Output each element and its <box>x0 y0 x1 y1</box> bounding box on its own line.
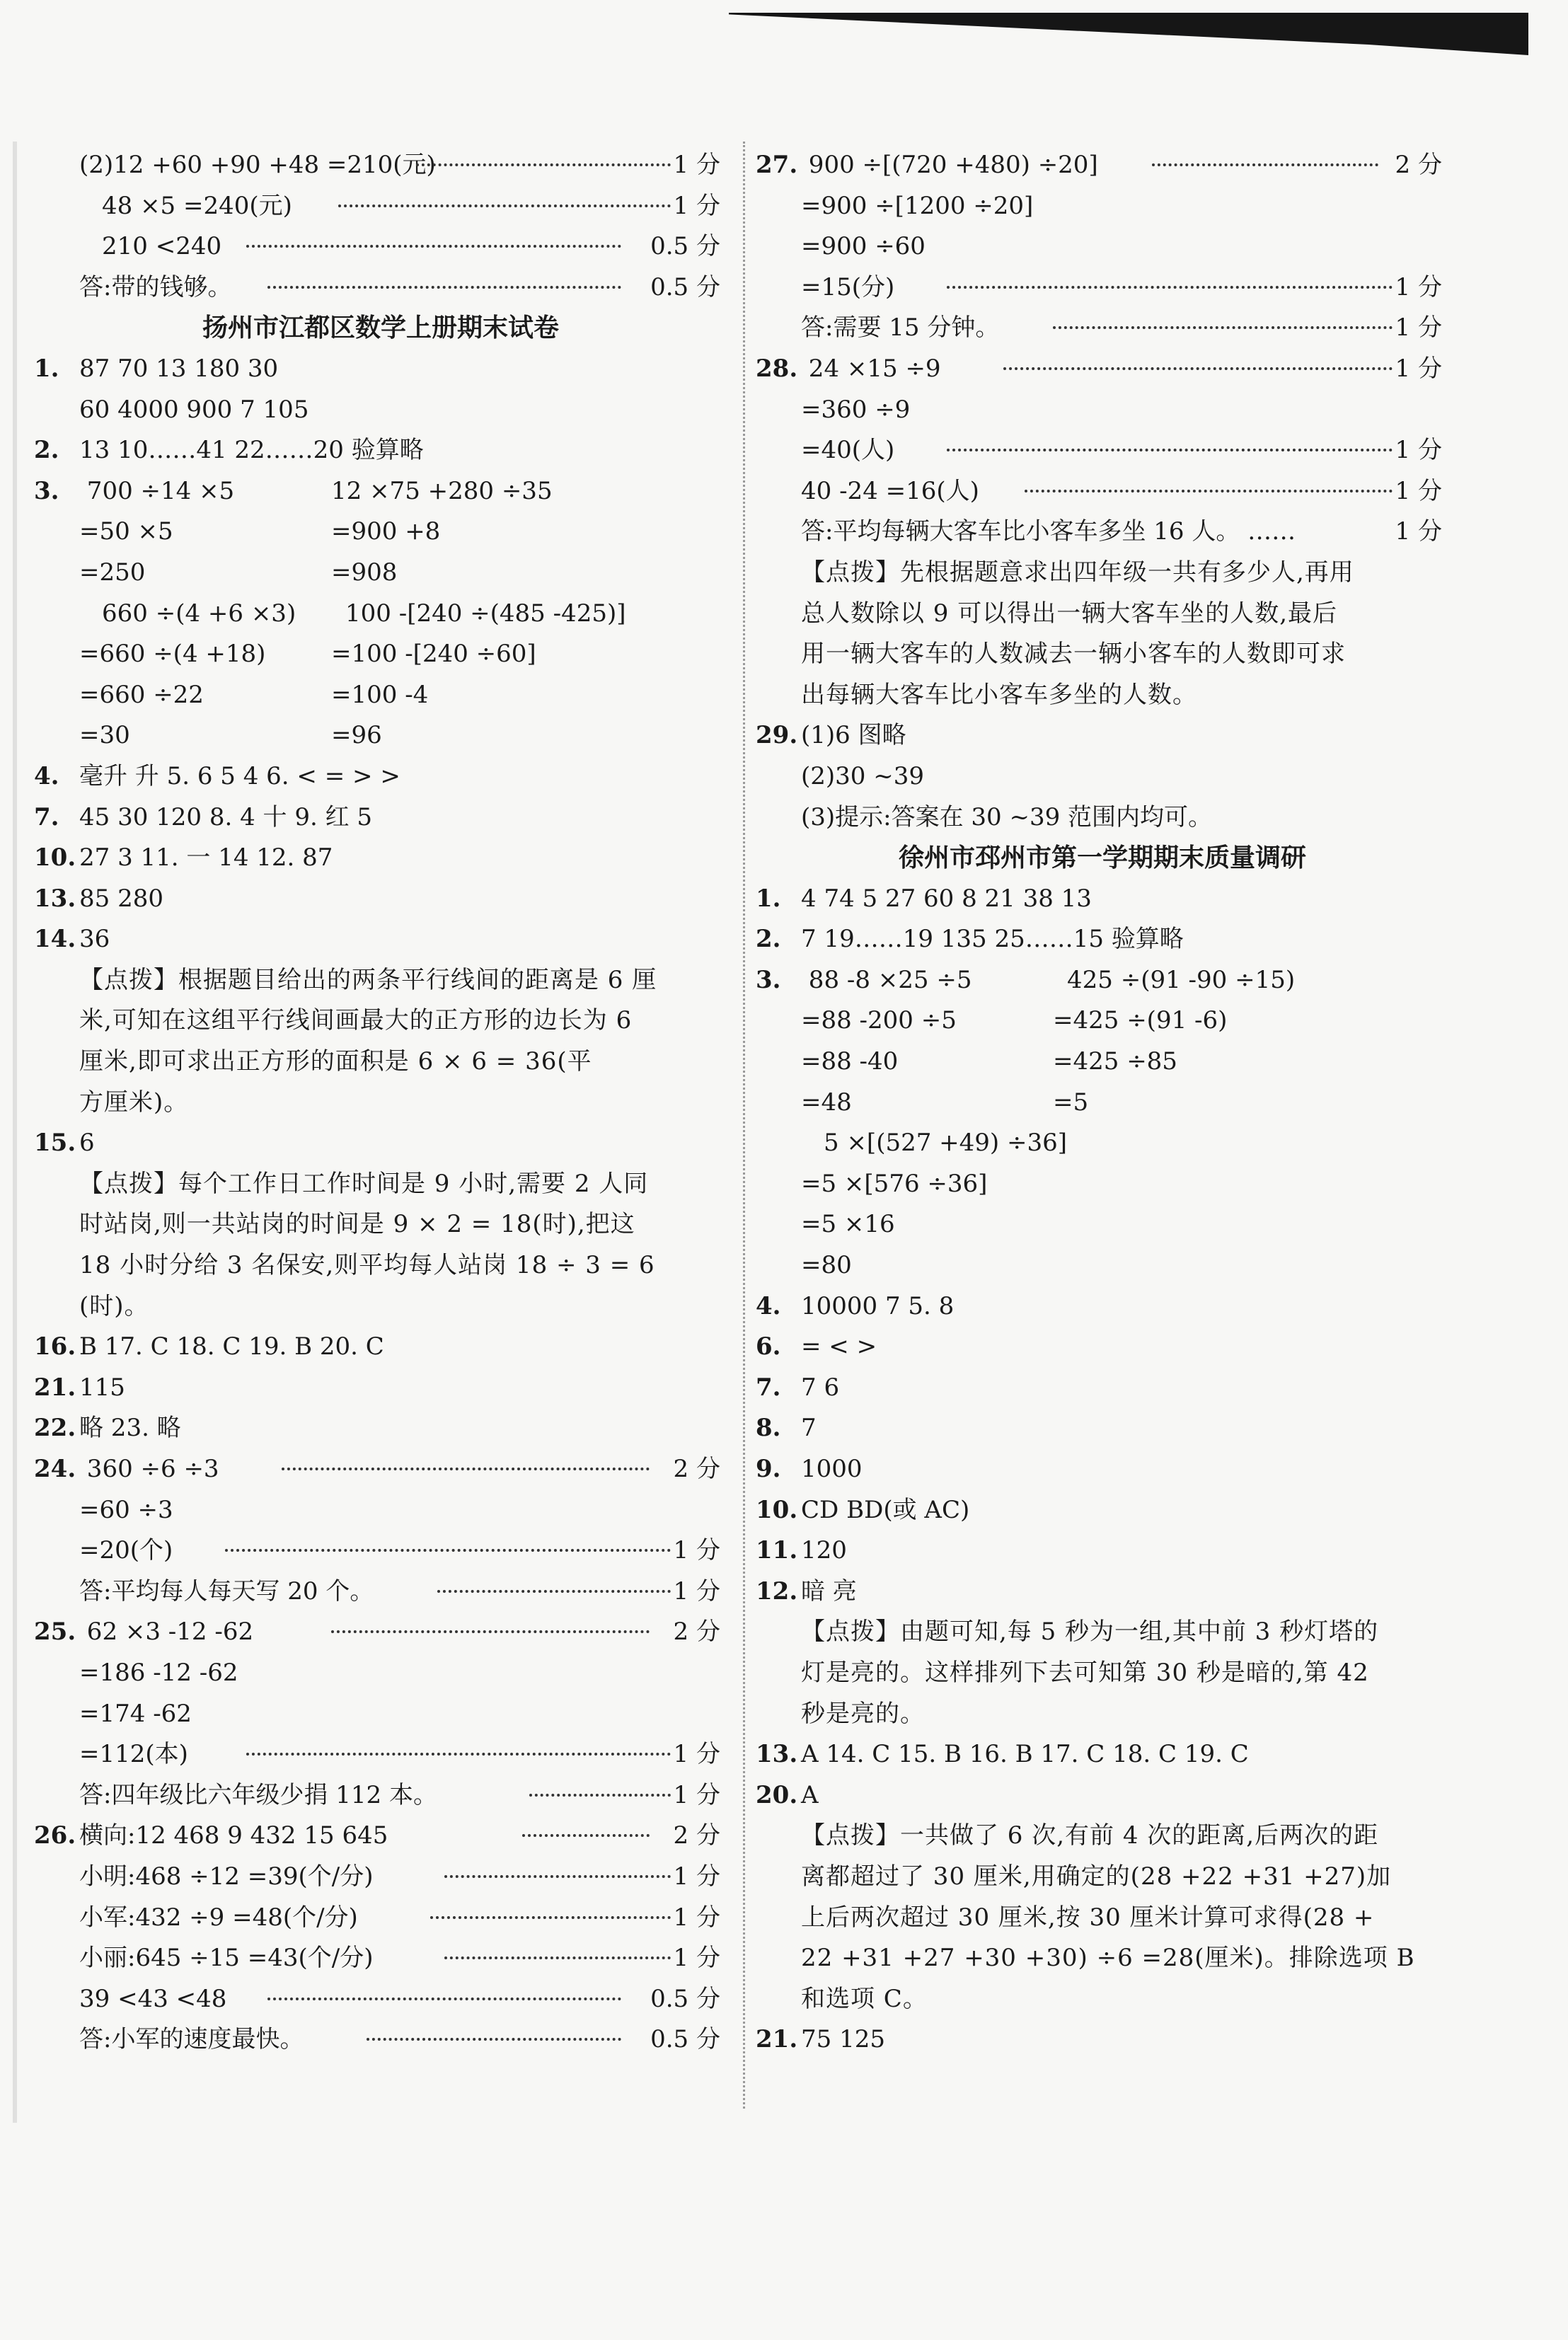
answer-line <box>756 349 1449 390</box>
question-number: 10. <box>756 1495 798 1524</box>
answer-text: =360 ÷9 <box>801 395 911 424</box>
dot-leader <box>267 1998 621 2000</box>
answer-line <box>34 553 727 594</box>
score-points: 1 分 <box>1395 354 1442 383</box>
answer-line <box>34 1245 727 1286</box>
score-points: 0.5 分 <box>650 1984 720 2013</box>
dot-leader <box>367 2038 621 2041</box>
score-points: 0.5 分 <box>650 2025 720 2054</box>
answer-text: 略 23. 略 <box>79 1414 181 1443</box>
question-number: 3. <box>756 965 781 994</box>
answer-text: 7 <box>801 1414 817 1443</box>
dot-leader <box>444 1956 671 1959</box>
score-points: 1 分 <box>673 1577 720 1606</box>
answer-text: =186 -12 -62 <box>79 1658 238 1687</box>
answer-line <box>34 349 727 390</box>
answer-line <box>34 594 727 635</box>
answer-text: 时站岗,则一共站岗的时间是 9 × 2 = 18(时),把这 <box>79 1210 635 1239</box>
answer-text: A <box>801 1780 819 1809</box>
answer-text: 4 74 5 27 60 8 21 38 13 <box>801 884 1092 913</box>
answer-text: 7 6 <box>801 1373 840 1402</box>
question-number: 21. <box>34 1373 76 1402</box>
dot-leader <box>1152 163 1378 166</box>
answer-text: 210 <240 <box>102 232 222 261</box>
answer-line <box>756 1042 1449 1083</box>
answer-line <box>756 1857 1449 1898</box>
answer-text: 1000 <box>801 1455 863 1483</box>
dot-leader <box>267 286 621 289</box>
question-number: 26. <box>34 1821 76 1850</box>
answer-line <box>34 1653 727 1694</box>
answer-text: (时)。 <box>79 1291 149 1320</box>
question-number: 29. <box>756 721 798 750</box>
answer-text: 【点拨】根据题目给出的两条平行线间的距离是 6 厘 <box>79 965 657 994</box>
dot-leader <box>246 245 621 248</box>
answer-text: 【点拨】由题可知,每 5 秒为一组,其中前 3 秒灯塔的 <box>801 1618 1379 1647</box>
answer-text: 米,可知在这组平行线间画最大的正方形的边长为 6 <box>79 1006 633 1035</box>
answer-line <box>756 594 1449 635</box>
answer-text: =80 <box>801 1251 852 1280</box>
answer-text: 答:平均每辆大客车比小客车多坐 16 人。 …… <box>801 517 1296 546</box>
score-points: 1 分 <box>1395 436 1442 465</box>
answer-text: 总人数除以 9 可以得出一辆大客车坐的人数,最后 <box>801 599 1338 628</box>
question-number: 22. <box>34 1414 76 1443</box>
question-number: 28. <box>756 354 798 383</box>
answer-line <box>34 1694 727 1735</box>
answer-text: 答:带的钱够。 <box>79 272 232 301</box>
answer-text: 小明:468 ÷12 =39(个/分) <box>79 1862 374 1891</box>
answer-text: 暗 亮 <box>801 1577 857 1606</box>
answer-line <box>756 145 1449 186</box>
answer-text: =48 <box>801 1088 852 1117</box>
answer-text: =174 -62 <box>79 1699 192 1728</box>
answer-text: =40(人) <box>801 436 895 465</box>
answer-text: =88 -200 ÷5 <box>801 1006 957 1035</box>
answer-line <box>34 715 727 756</box>
question-number: 2. <box>756 925 781 954</box>
answer-text: 660 ÷(4 +6 ×3) <box>102 599 296 628</box>
answer-text: 360 ÷6 ÷3 <box>79 1455 219 1483</box>
dot-leader <box>246 1753 671 1756</box>
answer-line <box>34 390 727 431</box>
answer-text-second-column: =425 ÷85 <box>1053 1047 1177 1076</box>
question-number: 13. <box>756 1740 798 1769</box>
answer-text-second-column: =900 +8 <box>331 517 441 546</box>
question-number: 21. <box>756 2025 798 2054</box>
question-number: 11. <box>756 1536 798 1565</box>
answer-line <box>756 1898 1449 1939</box>
answer-text: 毫升 升 5. 6 5 4 6. < = > > <box>79 761 400 790</box>
answer-text: =112(本) <box>79 1740 188 1769</box>
answer-line <box>34 1734 727 1775</box>
question-number: 16. <box>34 1332 76 1361</box>
answer-text: 10000 7 5. 8 <box>801 1291 955 1320</box>
answer-text: 答:四年级比六年级少捐 112 本。 <box>79 1780 437 1809</box>
answer-text: 115 <box>79 1373 125 1402</box>
answer-line <box>34 1083 727 1124</box>
dot-leader <box>437 1590 671 1593</box>
score-points: 1 分 <box>673 1903 720 1932</box>
answer-text: 【点拨】每个工作日工作时间是 9 小时,需要 2 人同 <box>79 1169 649 1198</box>
score-points: 1 分 <box>673 1740 720 1769</box>
question-number: 8. <box>756 1414 781 1443</box>
answer-column-right <box>756 145 1449 2061</box>
answer-line <box>34 675 727 716</box>
answer-line <box>756 1612 1449 1653</box>
answer-line <box>756 1449 1449 1490</box>
answer-text: =5 ×16 <box>801 1210 895 1239</box>
question-number: 15. <box>34 1129 76 1158</box>
answer-text: 62 ×3 -12 -62 <box>79 1618 254 1647</box>
answer-text: 答:平均每人每天写 20 个。 <box>79 1577 374 1606</box>
answer-line <box>756 1327 1449 1368</box>
score-points: 2 分 <box>673 1455 720 1483</box>
column-divider <box>743 142 745 2109</box>
answer-text: =660 ÷(4 +18) <box>79 640 266 669</box>
answer-line <box>34 1572 727 1613</box>
section-heading <box>756 838 1449 879</box>
answer-line <box>756 267 1449 309</box>
answer-text: CD BD(或 AC) <box>801 1495 970 1524</box>
answer-line <box>756 1368 1449 1409</box>
answer-line <box>756 1531 1449 1572</box>
answer-text-second-column: =425 ÷(91 -6) <box>1053 1006 1228 1035</box>
answer-line <box>756 1001 1449 1042</box>
answer-text-second-column: 425 ÷(91 -90 ÷15) <box>1067 965 1296 994</box>
answer-text: 27 3 11. 一 14 12. 87 <box>79 843 333 872</box>
page-left-edge <box>13 142 17 2123</box>
dot-leader <box>522 1834 650 1837</box>
answer-line <box>756 186 1449 227</box>
score-points: 1 分 <box>1395 272 1442 301</box>
answer-text: =20(个) <box>79 1536 173 1565</box>
answer-line <box>34 267 727 309</box>
answer-line <box>756 1694 1449 1735</box>
answer-line <box>34 1368 727 1409</box>
question-number: 13. <box>34 884 76 913</box>
score-points: 2 分 <box>673 1821 720 1850</box>
answer-text: 22 +31 +27 +30 +30) ÷6 =28(厘米)。排除选项 B <box>801 1944 1415 1973</box>
answer-line <box>756 308 1449 349</box>
score-points: 1 分 <box>673 151 720 179</box>
dot-leader <box>529 1794 671 1797</box>
answer-line <box>34 797 727 838</box>
answer-text: =900 ÷[1200 ÷20] <box>801 191 1034 220</box>
answer-line <box>756 226 1449 267</box>
answer-line <box>34 838 727 879</box>
answer-text-second-column: 100 -[240 ÷(485 -425)] <box>345 599 626 628</box>
top-edge-bar <box>729 13 1528 55</box>
answer-text: =60 ÷3 <box>79 1495 173 1524</box>
answer-line <box>34 960 727 1001</box>
question-number: 14. <box>34 925 76 954</box>
answer-line <box>756 1083 1449 1124</box>
answer-text: 48 ×5 =240(元) <box>102 191 292 220</box>
answer-text: 87 70 13 180 30 <box>79 354 279 383</box>
answer-text: (3)提示:答案在 30 ~39 范围内均可。 <box>801 802 1213 831</box>
answer-text: 85 280 <box>79 884 163 913</box>
answer-text: 用一辆大客车的人数减去一辆小客车的人数即可求 <box>801 640 1346 669</box>
answer-text: 灯是亮的。这样排列下去可知第 30 秒是暗的,第 42 <box>801 1658 1369 1687</box>
answer-text-second-column: =100 -[240 ÷60] <box>331 640 536 669</box>
answer-line <box>34 756 727 797</box>
answer-text: = < > <box>801 1332 877 1361</box>
answer-line <box>756 919 1449 960</box>
answer-line <box>34 1408 727 1449</box>
answer-line <box>34 1775 727 1816</box>
answer-line <box>34 1979 727 2020</box>
answer-line <box>756 797 1449 838</box>
answer-line <box>756 1979 1449 2020</box>
answer-text: 答:需要 15 分钟。 <box>801 313 1000 342</box>
dot-leader <box>282 1468 650 1470</box>
answer-text: 39 <43 <48 <box>79 1984 227 2013</box>
score-points: 1 分 <box>673 1944 720 1973</box>
question-number: 24. <box>34 1455 76 1483</box>
answer-line <box>756 1572 1449 1613</box>
answer-line <box>756 1653 1449 1694</box>
answer-text: =900 ÷60 <box>801 232 926 261</box>
answer-line <box>34 2019 727 2061</box>
dot-leader <box>430 1916 671 1919</box>
score-points: 1 分 <box>673 191 720 220</box>
answer-line <box>756 756 1449 797</box>
dot-leader <box>947 449 1393 451</box>
dot-leader <box>225 1549 671 1552</box>
answer-line <box>34 919 727 960</box>
answer-text: =50 ×5 <box>79 517 173 546</box>
answer-line <box>34 1898 727 1939</box>
answer-line <box>756 1123 1449 1164</box>
answer-line <box>756 675 1449 716</box>
answer-text: =88 -40 <box>801 1047 899 1076</box>
answer-line <box>756 1734 1449 1775</box>
answer-line <box>34 226 727 267</box>
answer-line <box>756 2019 1449 2061</box>
dot-leader <box>947 286 1393 289</box>
answer-line <box>756 1245 1449 1286</box>
answer-text: 秒是亮的。 <box>801 1699 925 1728</box>
answer-text: =5 ×[576 ÷36] <box>801 1169 988 1198</box>
answer-line <box>34 186 727 227</box>
answer-line <box>756 390 1449 431</box>
answer-line <box>34 1042 727 1083</box>
question-number: 27. <box>756 151 798 179</box>
answer-text: 【点拨】先根据题意求出四年级一共有多少人,再用 <box>801 558 1354 587</box>
answer-text: 上后两次超过 30 厘米,按 30 厘米计算可求得(28 + <box>801 1903 1375 1932</box>
question-number: 1. <box>34 354 59 383</box>
answer-line <box>34 430 727 471</box>
dot-leader <box>331 1630 650 1633</box>
answer-text-second-column: 12 ×75 +280 ÷35 <box>331 476 553 505</box>
question-number: 9. <box>756 1455 781 1483</box>
answer-text-second-column: =908 <box>331 558 398 587</box>
question-number: 3. <box>34 476 59 505</box>
answer-line <box>34 1531 727 1572</box>
score-points: 1 分 <box>1395 313 1442 342</box>
score-points: 1 分 <box>673 1780 720 1809</box>
answer-text-second-column: =100 -4 <box>331 680 429 709</box>
question-number: 10. <box>34 843 76 872</box>
answer-text: 88 -8 ×25 ÷5 <box>801 965 972 994</box>
question-number: 7. <box>34 802 59 831</box>
answer-line <box>34 1001 727 1042</box>
answer-line <box>34 1164 727 1205</box>
answer-text: 【点拨】一共做了 6 次,有前 4 次的距离,后两次的距 <box>801 1821 1379 1850</box>
answer-line <box>756 1938 1449 1979</box>
question-number: 12. <box>756 1577 798 1606</box>
answer-text: 18 小时分给 3 名保安,则平均每人站岗 18 ÷ 3 = 6 <box>79 1251 655 1280</box>
answer-text: 7 19……19 135 25……15 验算略 <box>801 925 1184 954</box>
answer-line <box>756 471 1449 512</box>
answer-text: 方厘米)。 <box>79 1088 189 1117</box>
answer-text-second-column: =5 <box>1053 1088 1089 1117</box>
answer-line <box>34 1123 727 1164</box>
question-number: 4. <box>34 761 59 790</box>
answer-text: 小丽:645 ÷15 =43(个/分) <box>79 1944 374 1973</box>
answer-text: (1)6 图略 <box>801 721 906 750</box>
answer-line <box>756 1286 1449 1327</box>
answer-text: (2)30 ~39 <box>801 761 924 790</box>
score-points: 2 分 <box>1395 151 1442 179</box>
answer-line <box>756 1164 1449 1205</box>
answer-text-second-column: =96 <box>331 721 382 750</box>
score-points: 1 分 <box>673 1862 720 1891</box>
answer-text: 45 30 120 8. 4 十 9. 红 5 <box>79 802 373 831</box>
answer-line <box>34 1286 727 1327</box>
answer-line <box>34 1612 727 1653</box>
answer-text: 厘米,即可求出正方形的面积是 6 × 6 = 36(平 <box>79 1047 592 1076</box>
answer-line <box>34 1816 727 1857</box>
question-number: 20. <box>756 1780 798 1809</box>
answer-text: 75 125 <box>801 2025 885 2054</box>
dot-leader <box>1025 490 1393 492</box>
answer-column-left <box>34 145 727 2061</box>
answer-text: 24 ×15 ÷9 <box>801 354 941 383</box>
answer-line <box>34 634 727 675</box>
answer-line <box>756 634 1449 675</box>
answer-text: 和选项 C。 <box>801 1984 928 2013</box>
answer-line <box>34 879 727 920</box>
score-points: 0.5 分 <box>650 232 720 261</box>
answer-line <box>34 1857 727 1898</box>
answer-line <box>34 145 727 186</box>
score-points: 1 分 <box>673 1536 720 1565</box>
answer-text: 横向:12 468 9 432 15 645 <box>79 1821 388 1850</box>
answer-line <box>34 1204 727 1245</box>
answer-line <box>34 1327 727 1368</box>
section-heading <box>34 308 727 349</box>
answer-line <box>756 1490 1449 1531</box>
answer-text: 900 ÷[(720 +480) ÷20] <box>801 151 1098 179</box>
score-points: 2 分 <box>673 1618 720 1647</box>
answer-text: 120 <box>801 1536 847 1565</box>
answer-text: B 17. C 18. C 19. B 20. C <box>79 1332 384 1361</box>
dot-leader <box>444 1875 671 1878</box>
answer-line <box>34 1449 727 1490</box>
answer-text: 6 <box>79 1129 95 1158</box>
answer-text: A 14. C 15. B 16. B 17. C 18. C 19. C <box>801 1740 1249 1769</box>
answer-text: 700 ÷14 ×5 <box>79 476 235 505</box>
answer-text: (2)12 +60 +90 +48 =210(元) <box>79 151 436 179</box>
answer-text: 40 -24 =16(人) <box>801 476 979 505</box>
answer-text: 5 ×[(527 +49) ÷36] <box>824 1129 1068 1158</box>
score-points: 1 分 <box>1395 476 1442 505</box>
question-number: 25. <box>34 1618 76 1647</box>
answer-line <box>756 879 1449 920</box>
answer-text: 出每辆大客车比小客车多坐的人数。 <box>801 680 1197 709</box>
answer-text: =15(分) <box>801 272 895 301</box>
answer-line <box>756 1408 1449 1449</box>
question-number: 2. <box>34 436 59 465</box>
answer-text: 13 10……41 22……20 验算略 <box>79 436 424 465</box>
answer-line <box>756 430 1449 471</box>
answer-line <box>756 715 1449 756</box>
section-title: 徐州市邳州市第一学期期末质量调研 <box>898 843 1306 873</box>
answer-text: 60 4000 900 7 105 <box>79 395 309 424</box>
answer-line <box>756 1775 1449 1816</box>
answer-text: =30 <box>79 721 130 750</box>
score-points: 0.5 分 <box>650 272 720 301</box>
question-number: 7. <box>756 1373 781 1402</box>
answer-text: =250 <box>79 558 146 587</box>
answer-line <box>756 960 1449 1001</box>
answer-text: 离都超过了 30 厘米,用确定的(28 +22 +31 +27)加 <box>801 1862 1392 1891</box>
answer-line <box>34 1490 727 1531</box>
answer-text: 36 <box>79 925 110 954</box>
question-number: 1. <box>756 884 781 913</box>
answer-line <box>756 553 1449 594</box>
answer-line <box>756 1204 1449 1245</box>
answer-line <box>34 1938 727 1979</box>
question-number: 6. <box>756 1332 781 1361</box>
section-title: 扬州市江都区数学上册期末试卷 <box>202 313 559 343</box>
question-number: 4. <box>756 1291 781 1320</box>
answer-text: 答:小军的速度最快。 <box>79 2025 304 2054</box>
dot-leader <box>1003 367 1393 370</box>
answer-line <box>34 512 727 553</box>
dot-leader <box>338 204 671 207</box>
answer-text: =660 ÷22 <box>79 680 204 709</box>
answer-line <box>756 512 1449 553</box>
answer-line <box>34 471 727 512</box>
dot-leader <box>1053 326 1393 329</box>
dot-leader <box>416 163 671 166</box>
answer-line <box>756 1816 1449 1857</box>
answer-text: 小军:432 ÷9 =48(个/分) <box>79 1903 358 1932</box>
score-points: 1 分 <box>1395 517 1442 546</box>
